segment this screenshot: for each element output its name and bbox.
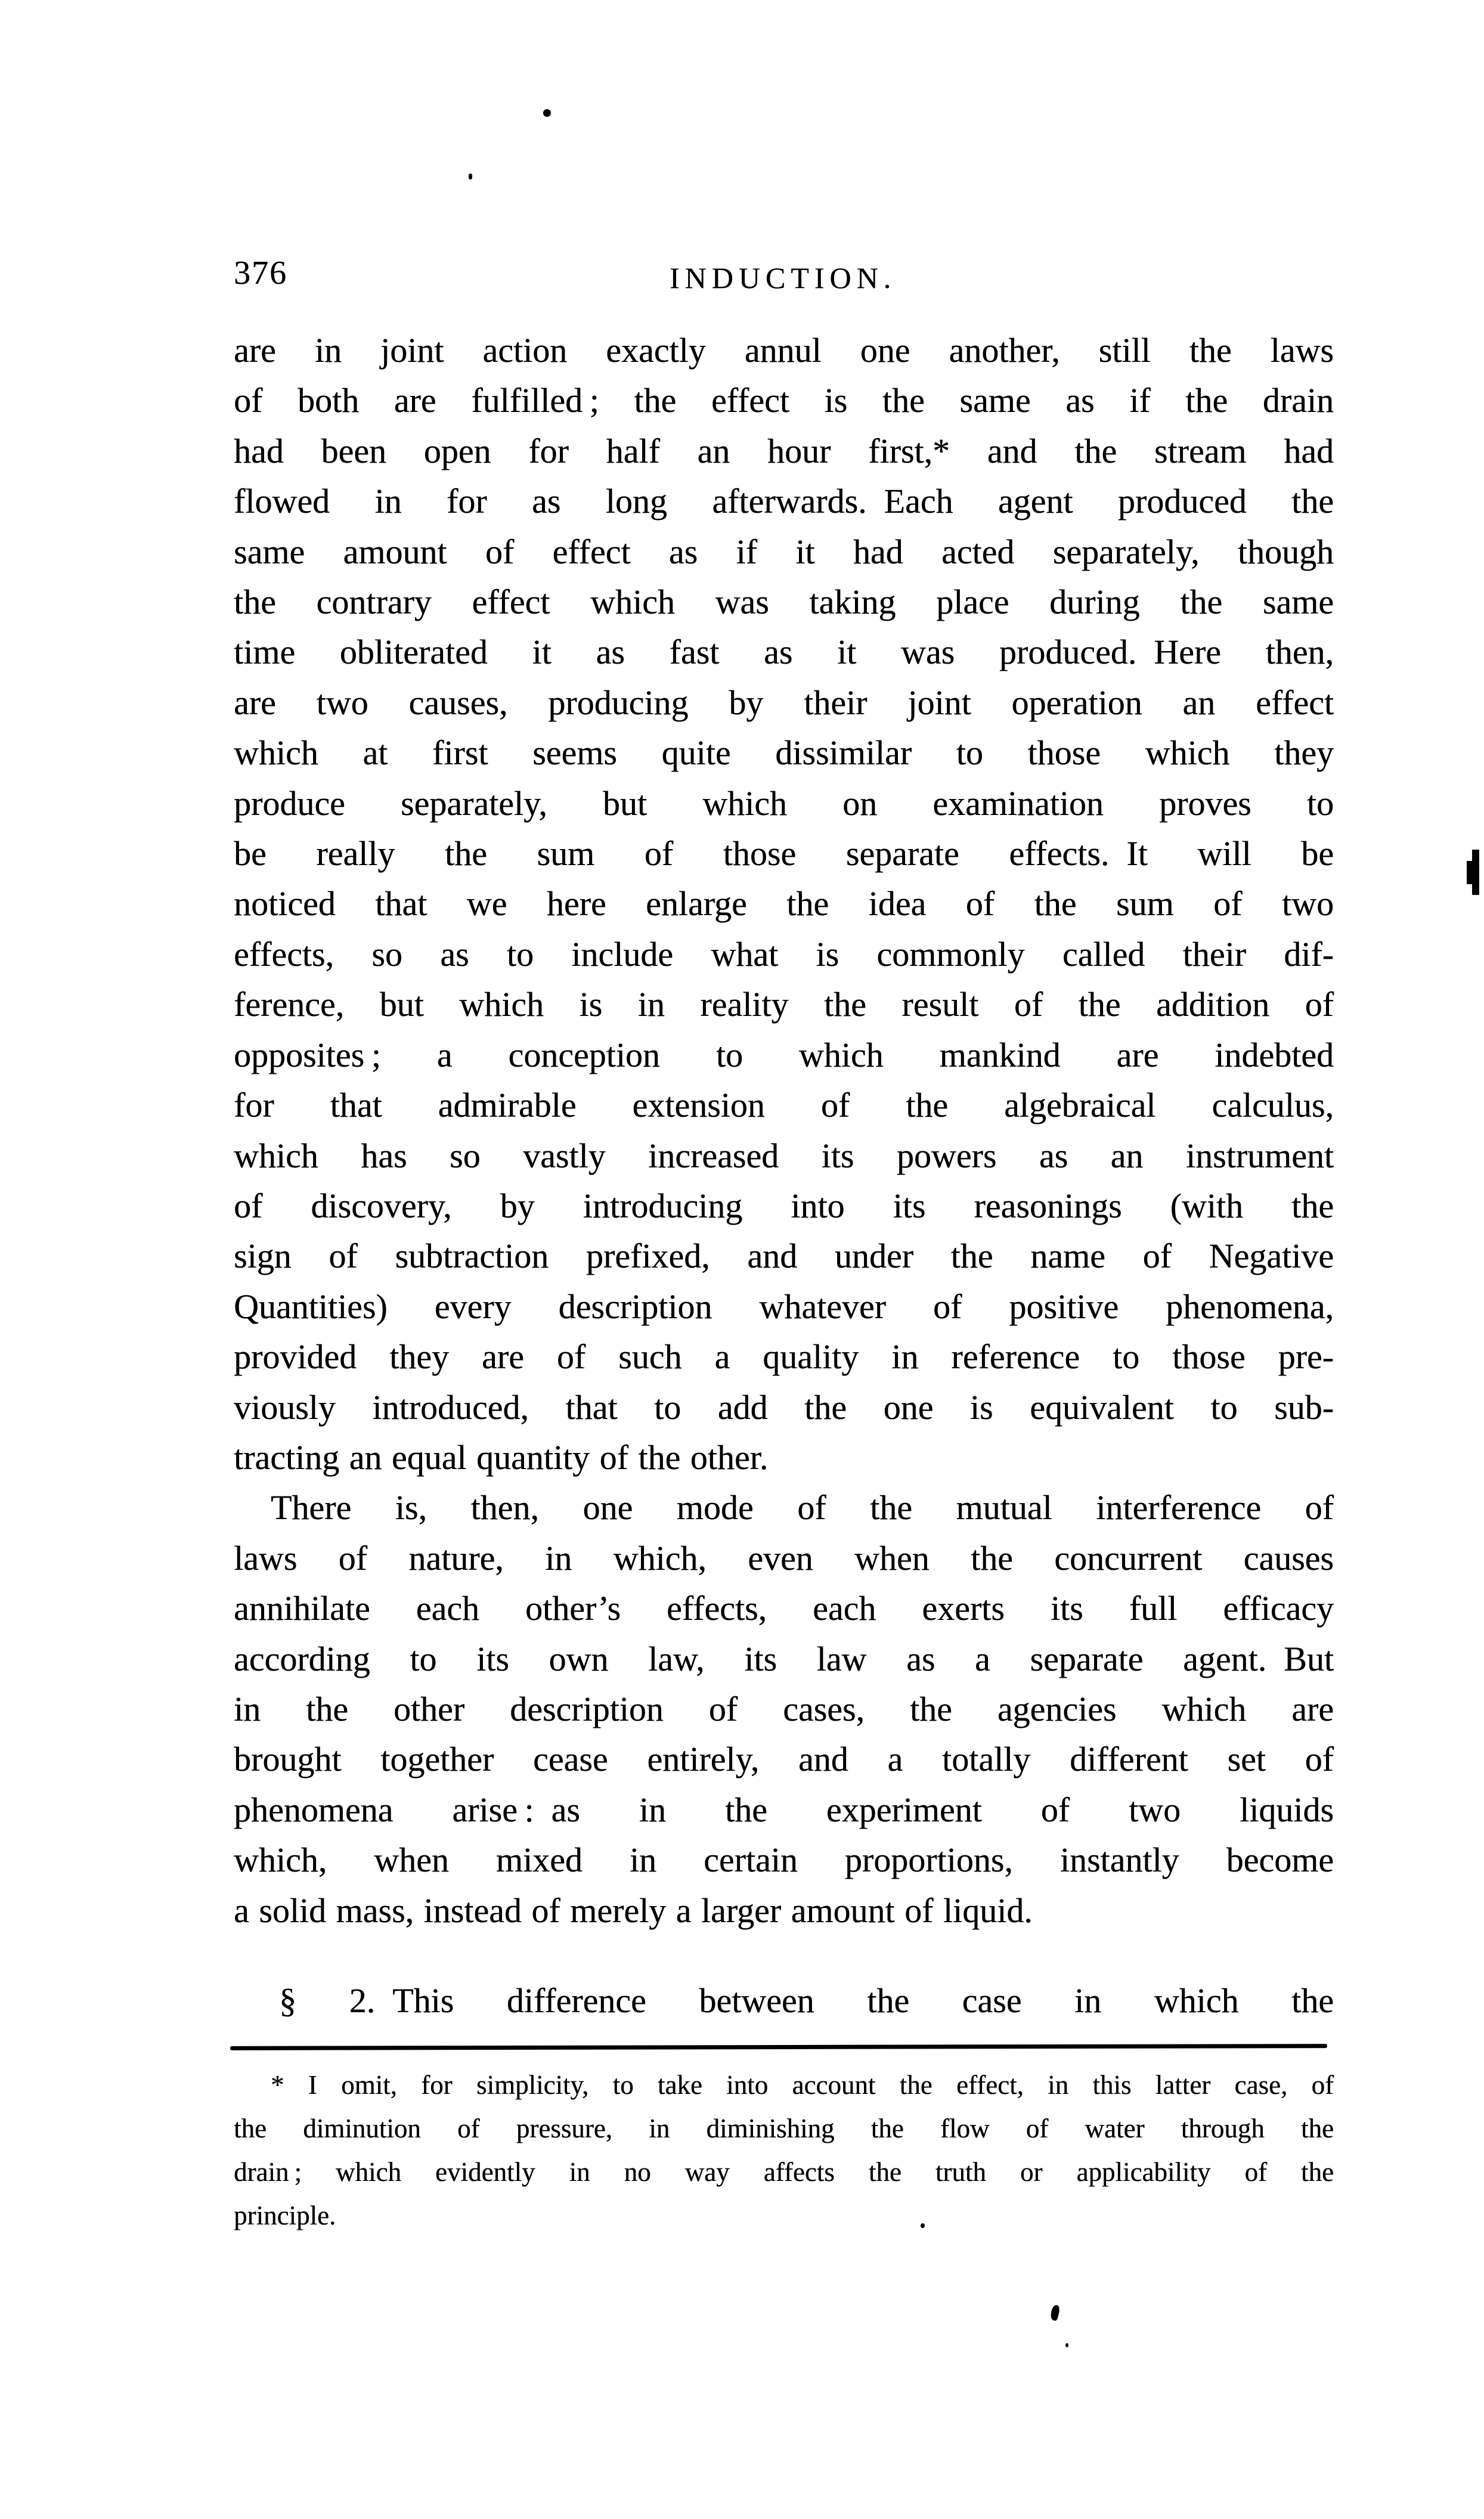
text-line: for that admirable extension of the algebraical calculus, — [234, 1086, 1334, 1125]
page-number: 376 — [234, 255, 287, 292]
ink-blot — [543, 109, 551, 117]
footnote-line: drain ; which evidently in no way affects the truth or applicability of the — [234, 2157, 1334, 2187]
text-line: which has so vastly increased its powers as an instrument — [234, 1136, 1334, 1175]
text-line: annihilate each other’s effects, each exerts its full efficacy — [234, 1589, 1334, 1628]
footnote-line: * I omit, for simplicity, to take into account the effect, in this latter case, of — [271, 2070, 1334, 2100]
text-line: the contrary effect which was taking place during the same — [234, 583, 1334, 622]
text-line: which at first seems quite dissimilar to those which they — [234, 733, 1334, 773]
text-line: had been open for half an hour first,* and the stream had — [234, 431, 1334, 470]
text-line: provided they are of such a quality in reference to those pre- — [234, 1337, 1334, 1377]
text-line: laws of nature, in which, even when the concurrent causes — [234, 1538, 1334, 1578]
text-line: ference, but which is in reality the result of the addition of — [234, 985, 1334, 1024]
footnote-line: principle. — [234, 2201, 336, 2230]
text-line: in the other description of cases, the agencies which are — [234, 1689, 1334, 1728]
right-margin-ink-bar — [1472, 850, 1479, 895]
body-text — [234, 326, 1334, 1936]
text-line: are in joint action exactly annul one another, still the laws — [234, 331, 1334, 370]
text-line: be really the sum of those separate effects. It will be — [234, 834, 1334, 873]
text-line: flowed in for as long afterwards. Each agent produced the — [234, 482, 1334, 521]
text-line: of both are fulfilled ; the effect is the same as if the drain — [234, 381, 1334, 420]
running-header: INDUCTION. — [669, 261, 897, 295]
footnote — [234, 2063, 1334, 2238]
right-margin-ink-mark — [1467, 850, 1479, 895]
text-line: which, when mixed in certain proportions, instantly become — [234, 1841, 1334, 1880]
section-heading-line: § 2. This difference between the case in which the — [279, 1981, 1334, 2020]
text-line: effects, so as to include what is commonly called their dif- — [234, 934, 1334, 974]
text-line: are two causes, producing by their joint operation an effect — [234, 683, 1334, 722]
text-line: produce separately, but which on examination proves to — [234, 783, 1334, 823]
text-line: brought together cease entirely, and a totally different set of — [234, 1740, 1334, 1779]
text-line: same amount of effect as if it had acted separately, though — [234, 532, 1334, 571]
text-line: viously introduced, that to add the one is equivalent to sub- — [234, 1387, 1334, 1427]
text-line: opposites ; a conception to which mankind are indebted — [234, 1035, 1334, 1074]
footnote-separator-rule — [230, 2044, 1327, 2050]
text-line: according to its own law, its law as a separate agent. But — [234, 1639, 1334, 1678]
text-line: phenomena arise : as in the experiment of two liquids — [234, 1790, 1334, 1829]
ink-speck — [469, 173, 472, 179]
text-line: of discovery, by introducing into its reasonings (with the — [234, 1186, 1334, 1225]
ink-dot — [1065, 2343, 1068, 2347]
text-line: There is, then, one mode of the mutual interference of — [271, 1488, 1334, 1527]
text-line: noticed that we here enlarge the idea of the sum of two — [234, 884, 1334, 924]
footnote-line: the diminution of pressure, in diminishing the flow of water through the — [234, 2114, 1334, 2143]
text-line: time obliterated it as fast as it was produced. Here then, — [234, 633, 1334, 672]
right-margin-ink-bump — [1467, 861, 1473, 884]
text-line: a solid mass, instead of merely a larger amount of liquid. — [234, 1891, 1033, 1930]
text-line: Quantities) every description whatever of positive phenomena, — [234, 1287, 1334, 1326]
text-line: sign of subtraction prefixed, and under the name of Negative — [234, 1237, 1334, 1276]
ink-dot — [921, 2223, 925, 2228]
text-line: tracting an equal quantity of the other. — [234, 1437, 769, 1477]
comma-shaped-ink-blot — [1049, 2304, 1061, 2321]
